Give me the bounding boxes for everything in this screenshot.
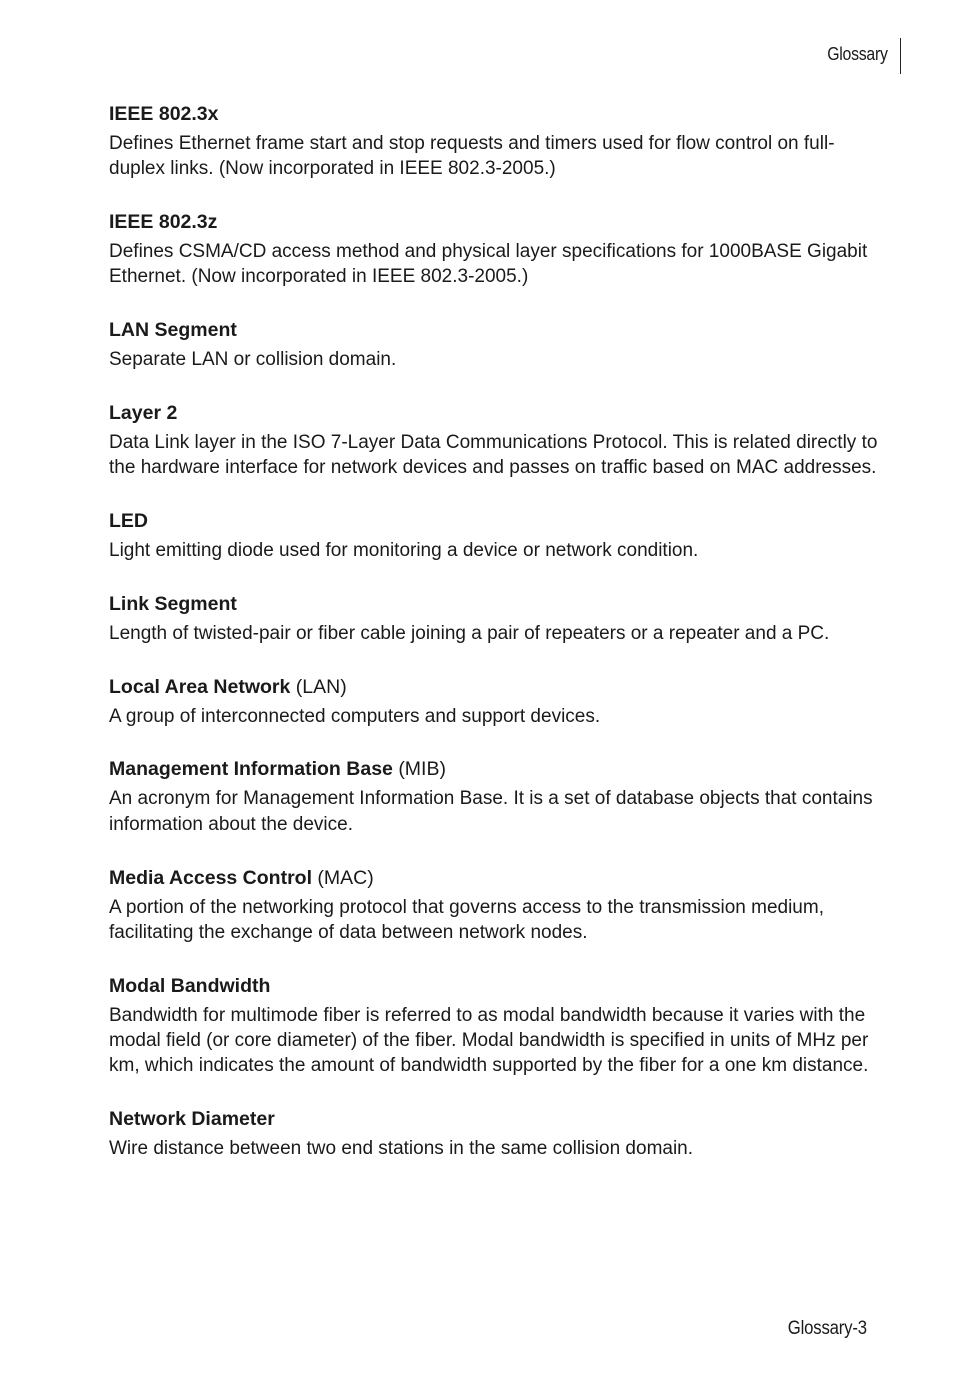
glossary-term: [109, 865, 879, 891]
term-name: Network Diameter: [109, 1108, 275, 1131]
glossary-term: [109, 674, 879, 700]
glossary-term: [109, 400, 879, 426]
glossary-entry: [109, 674, 879, 729]
term-name: LAN Segment: [109, 319, 237, 342]
glossary-term: [109, 591, 879, 617]
glossary-definition: Data Link layer in the ISO 7-Layer Data Communications Protocol. This is related directly to the hardware interface for network devices and passes on traffic based on MAC addresses.: [109, 431, 878, 479]
glossary-definition: A portion of the networking protocol that governs access to the transmission medium, facilitating the exchange of data between network nodes.: [109, 896, 824, 943]
glossary-definition: A group of interconnected computers and support devices.: [109, 705, 601, 727]
glossary-entry: [109, 756, 879, 837]
term-name: IEEE 802.3z: [109, 211, 218, 234]
glossary-definition: Wire distance between two end stations in the same collision domain.: [109, 1138, 694, 1160]
glossary-term: [109, 317, 879, 343]
glossary-term: [109, 973, 879, 999]
glossary-definition: Bandwidth for multimode fiber is referred to as modal bandwidth because it varies with the modal field (or core diameter) of the fiber. Modal bandwidth is specified in units of MHz per km, which indicates the amount of bandwidth supported by the fiber for a one km distance.: [109, 1004, 869, 1077]
glossary-entries: [109, 101, 879, 1189]
term-name: Modal Bandwidth: [109, 974, 271, 997]
glossary-definition: Separate LAN or collision domain.: [109, 349, 397, 371]
glossary-definition: Defines Ethernet frame start and stop requests and timers used for flow control on full-duplex links. (Now incorporated in IEEE 802.3-2005.): [109, 133, 835, 180]
glossary-term: [109, 209, 879, 235]
glossary-entry: [109, 973, 879, 1079]
glossary-entry: [109, 101, 879, 182]
glossary-entry: [109, 865, 879, 946]
glossary-definition: Defines CSMA/CD access method and physical layer specifications for 1000BASE Gigabit Ethernet. (Now incorporated in IEEE 802.3-2005.): [109, 241, 868, 288]
page-number: Glossary-3: [787, 1318, 867, 1339]
term-name: LED: [109, 510, 148, 533]
glossary-definition: Light emitting diode used for monitoring a device or network condition.: [109, 540, 699, 562]
running-header: [819, 38, 901, 74]
glossary-entry: [109, 508, 879, 563]
glossary-term: [109, 101, 879, 127]
glossary-term: [109, 508, 879, 534]
glossary-definition: Length of twisted-pair or fiber cable joining a pair of repeaters or a repeater and a PC.: [109, 622, 830, 644]
section-label: Glossary: [827, 44, 888, 64]
term-abbreviation: (MIB): [398, 758, 446, 781]
term-abbreviation: (LAN): [295, 675, 347, 698]
term-name: Media Access Control: [109, 866, 312, 889]
glossary-entry: [109, 400, 879, 481]
glossary-definition: An acronym for Management Information Base. It is a set of database objects that contains information about the device.: [109, 788, 873, 835]
term-name: Link Segment: [109, 592, 237, 615]
term-name: Local Area Network: [109, 675, 291, 698]
term-name: Layer 2: [109, 401, 178, 424]
glossary-entry: [109, 591, 879, 646]
term-abbreviation: (MAC): [317, 866, 374, 889]
term-name: Management Information Base: [109, 758, 393, 781]
glossary-entry: [109, 209, 879, 290]
glossary-entry: [109, 317, 879, 372]
glossary-term: [109, 1106, 879, 1132]
glossary-term: [109, 756, 879, 782]
glossary-entry: [109, 1106, 879, 1161]
term-name: IEEE 802.3x: [109, 103, 219, 125]
